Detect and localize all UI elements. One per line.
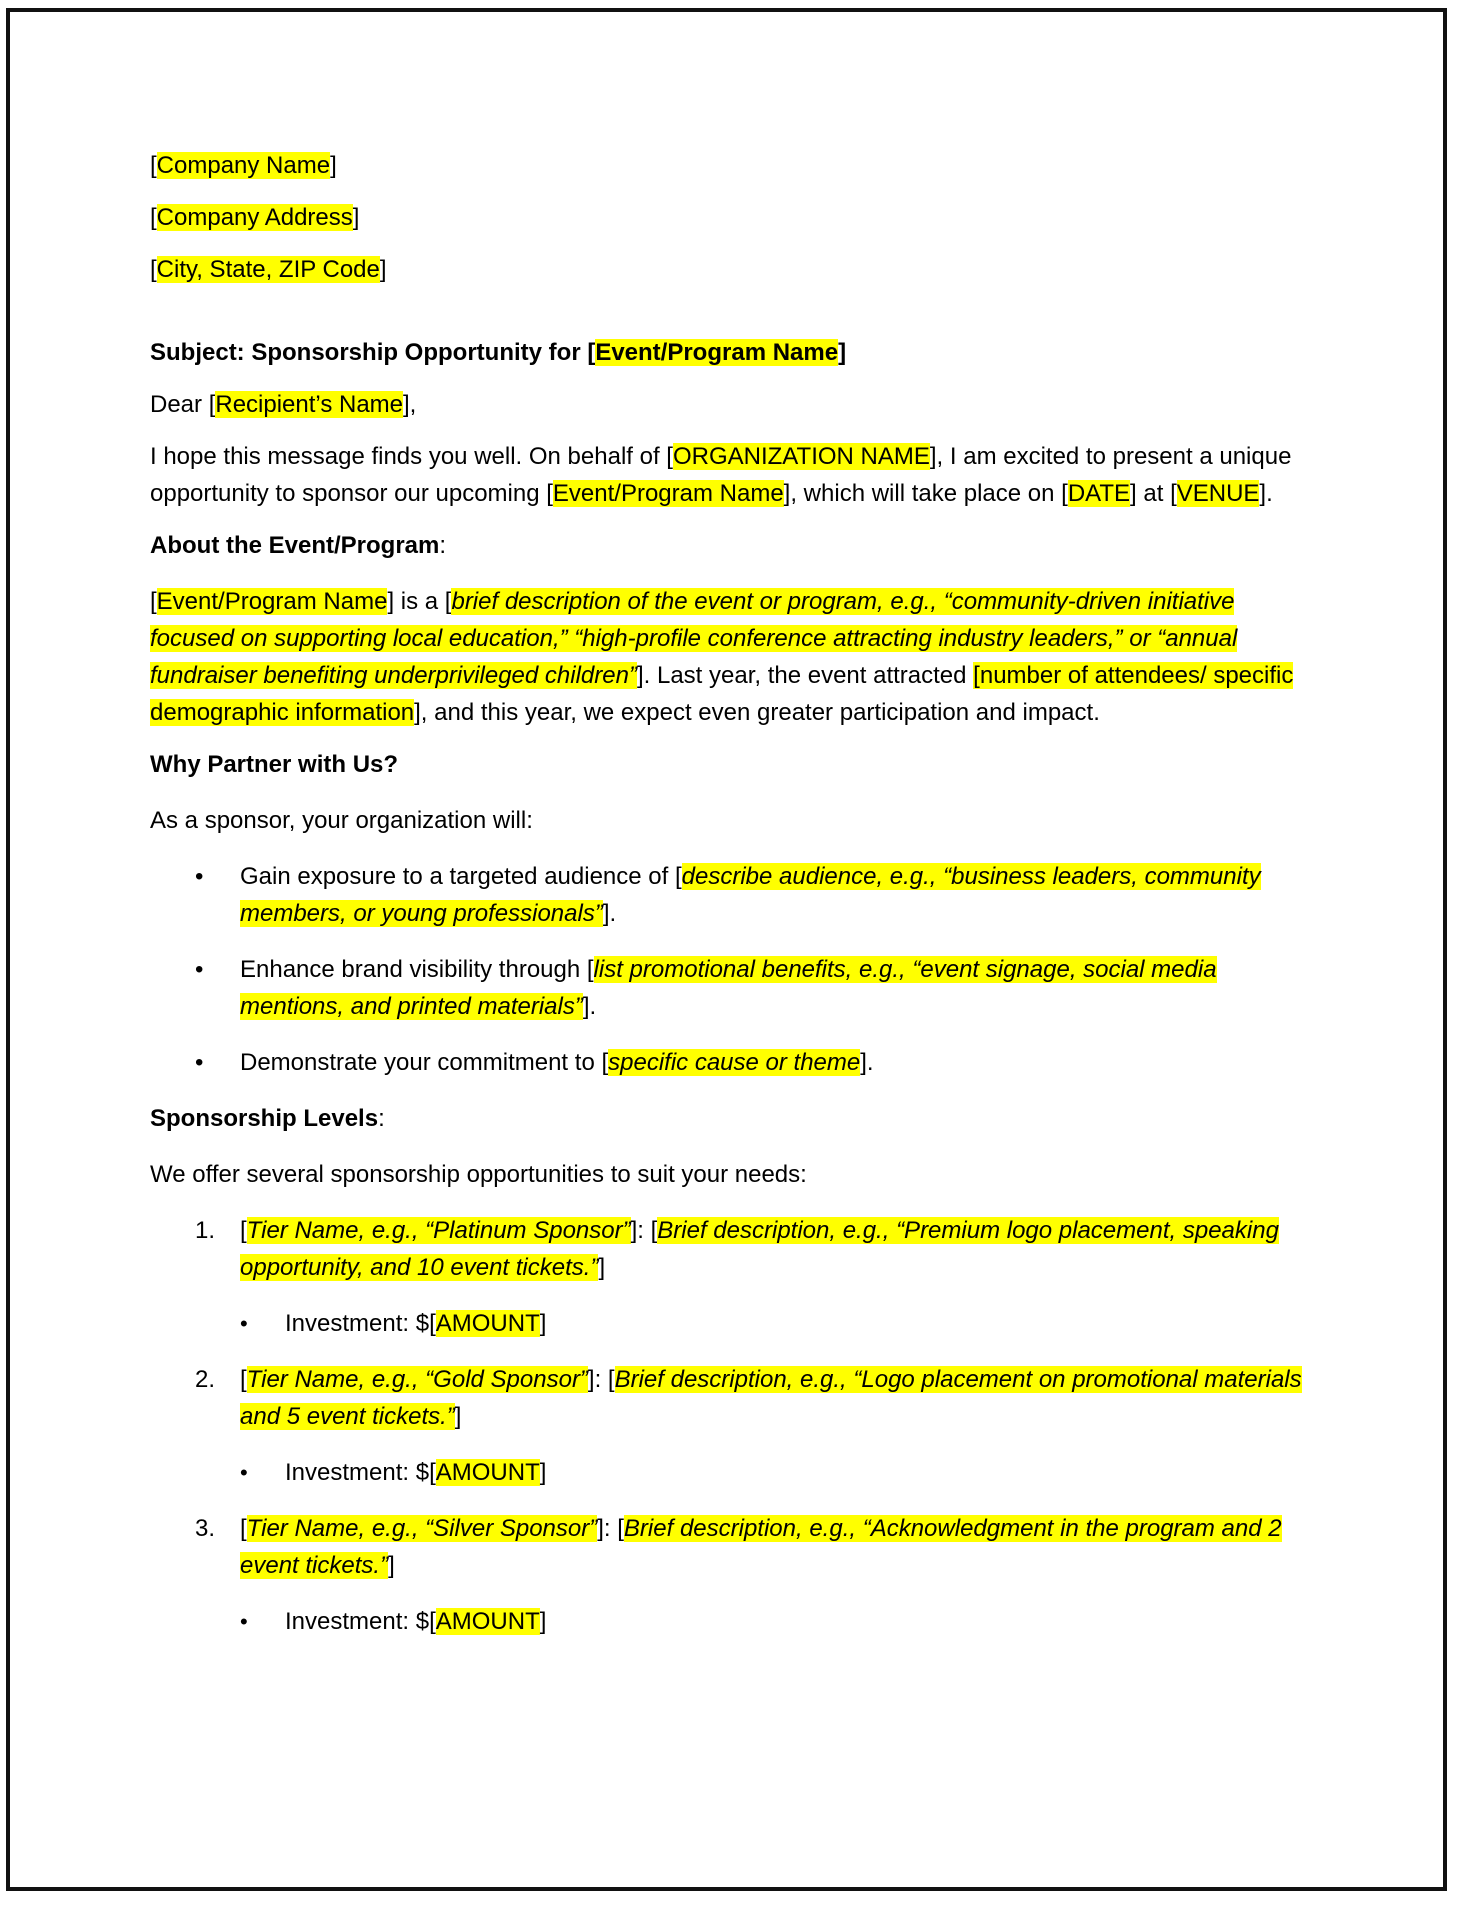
letter-body bbox=[150, 147, 1325, 1659]
document-page bbox=[6, 8, 1447, 1891]
event-description-placeholder: brief description of the event or program, e.g., “community-driven initiative focused on supporting local education,” “high-profile conference attracting industry leaders,” or “annual fundraiser benefiting underprivileged children” bbox=[150, 588, 1238, 689]
tier-item bbox=[150, 1361, 1325, 1491]
investment-line: • Investment: $[AMOUNT] bbox=[240, 1454, 1325, 1491]
event-placeholder: Event/Program Name bbox=[552, 480, 784, 507]
levels-heading: Sponsorship Levels: bbox=[150, 1105, 385, 1132]
tier-line: [Tier Name, e.g., “Platinum Sponsor”]: [Brief description, e.g., “Premium logo placement, speaking opportunity, and 10 event tickets.”] bbox=[240, 1217, 1279, 1281]
tier-name-placeholder: Tier Name, e.g., “Platinum Sponsor” bbox=[246, 1217, 631, 1244]
date-placeholder: DATE bbox=[1067, 480, 1131, 507]
tier-description-placeholder: Brief description, e.g., “Acknowledgment in the program and 2 event tickets.” bbox=[240, 1515, 1282, 1579]
investment-line: • Investment: $[AMOUNT] bbox=[240, 1603, 1325, 1640]
tier-item bbox=[150, 1510, 1325, 1640]
tier-number: 1. bbox=[195, 1217, 216, 1244]
audience-placeholder: describe audience, e.g., “business leaders, community members, or young professionals” bbox=[240, 863, 1261, 927]
amount-placeholder: AMOUNT bbox=[435, 1459, 540, 1486]
subject-line: Subject: Sponsorship Opportunity for [Event/Program Name] bbox=[150, 339, 847, 366]
benefit-item: • Gain exposure to a targeted audience of [describe audience, e.g., “business leaders, community members, or young professionals”]. bbox=[150, 858, 1325, 932]
levels-intro: We offer several sponsorship opportunities to suit your needs: bbox=[150, 1161, 807, 1188]
city-state-zip-line: [City, State, ZIP Code] bbox=[150, 256, 387, 283]
about-paragraph: [Event/Program Name] is a [brief description of the event or program, e.g., “community-driven initiative focused on supporting local education,” “high-profile conference attracting industry leaders,” or “annual fundraiser benefiting underprivileged children”]. Last year, the event attracted [number of attendees/ specific demographic information], and this year, we expect even greater participation and impact. bbox=[150, 588, 1294, 726]
why-intro: As a sponsor, your organization will: bbox=[150, 807, 533, 834]
company-name-placeholder: Company Name bbox=[156, 152, 331, 179]
attendees-placeholder: [number of attendees/ specific demographic information bbox=[150, 662, 1294, 726]
tier-name-placeholder: Tier Name, e.g., “Silver Sponsor” bbox=[246, 1515, 598, 1542]
company-address-line: [Company Address] bbox=[150, 204, 360, 231]
recipient-placeholder: Recipient’s Name bbox=[215, 391, 403, 418]
company-address-placeholder: Company Address bbox=[156, 204, 353, 231]
amount-placeholder: AMOUNT bbox=[435, 1608, 540, 1635]
tier-item bbox=[150, 1212, 1325, 1342]
benefit-item: • Enhance brand visibility through [list promotional benefits, e.g., “event signage, social media mentions, and printed materials”]. bbox=[150, 951, 1325, 1025]
cause-placeholder: specific cause or theme bbox=[608, 1049, 861, 1076]
greeting-line: Dear [Recipient’s Name], bbox=[150, 391, 417, 418]
tiers-list bbox=[150, 1212, 1325, 1640]
tier-description-placeholder: Brief description, e.g., “Logo placement on promotional materials and 5 event tickets.” bbox=[240, 1366, 1302, 1430]
venue-placeholder: VENUE bbox=[1176, 480, 1260, 507]
tier-number: 3. bbox=[195, 1515, 216, 1542]
investment-line: • Investment: $[AMOUNT] bbox=[240, 1305, 1325, 1342]
tier-number: 2. bbox=[195, 1366, 216, 1393]
tier-line: [Tier Name, e.g., “Silver Sponsor”]: [Brief description, e.g., “Acknowledgment in the program and 2 event tickets.”] bbox=[240, 1515, 1282, 1579]
benefits-list bbox=[150, 858, 1325, 1081]
subject-event-placeholder: Event/Program Name bbox=[595, 339, 839, 366]
city-state-zip-placeholder: City, State, ZIP Code bbox=[156, 256, 380, 283]
tier-description-placeholder: Brief description, e.g., “Premium logo placement, speaking opportunity, and 10 event tickets.” bbox=[240, 1217, 1279, 1281]
about-heading: About the Event/Program: bbox=[150, 532, 447, 559]
promotional-benefits-placeholder: list promotional benefits, e.g., “event signage, social media mentions, and printed materials” bbox=[240, 956, 1217, 1020]
company-name-line: [Company Name] bbox=[150, 152, 337, 179]
organization-placeholder: ORGANIZATION NAME bbox=[672, 443, 930, 470]
tier-line: [Tier Name, e.g., “Gold Sponsor”]: [Brief description, e.g., “Logo placement on promotional materials and 5 event tickets.”] bbox=[240, 1366, 1302, 1430]
about-event-placeholder: Event/Program Name bbox=[156, 588, 388, 615]
tier-name-placeholder: Tier Name, e.g., “Gold Sponsor” bbox=[246, 1366, 588, 1393]
amount-placeholder: AMOUNT bbox=[435, 1310, 540, 1337]
intro-paragraph: I hope this message finds you well. On behalf of [ORGANIZATION NAME], I am excited to present a unique opportunity to sponsor our upcoming [Event/Program Name], which will take place on [DATE] at [VENUE]. bbox=[150, 443, 1292, 507]
benefit-item: • Demonstrate your commitment to [specific cause or theme]. bbox=[150, 1044, 1325, 1081]
why-heading: Why Partner with Us? bbox=[150, 751, 399, 778]
